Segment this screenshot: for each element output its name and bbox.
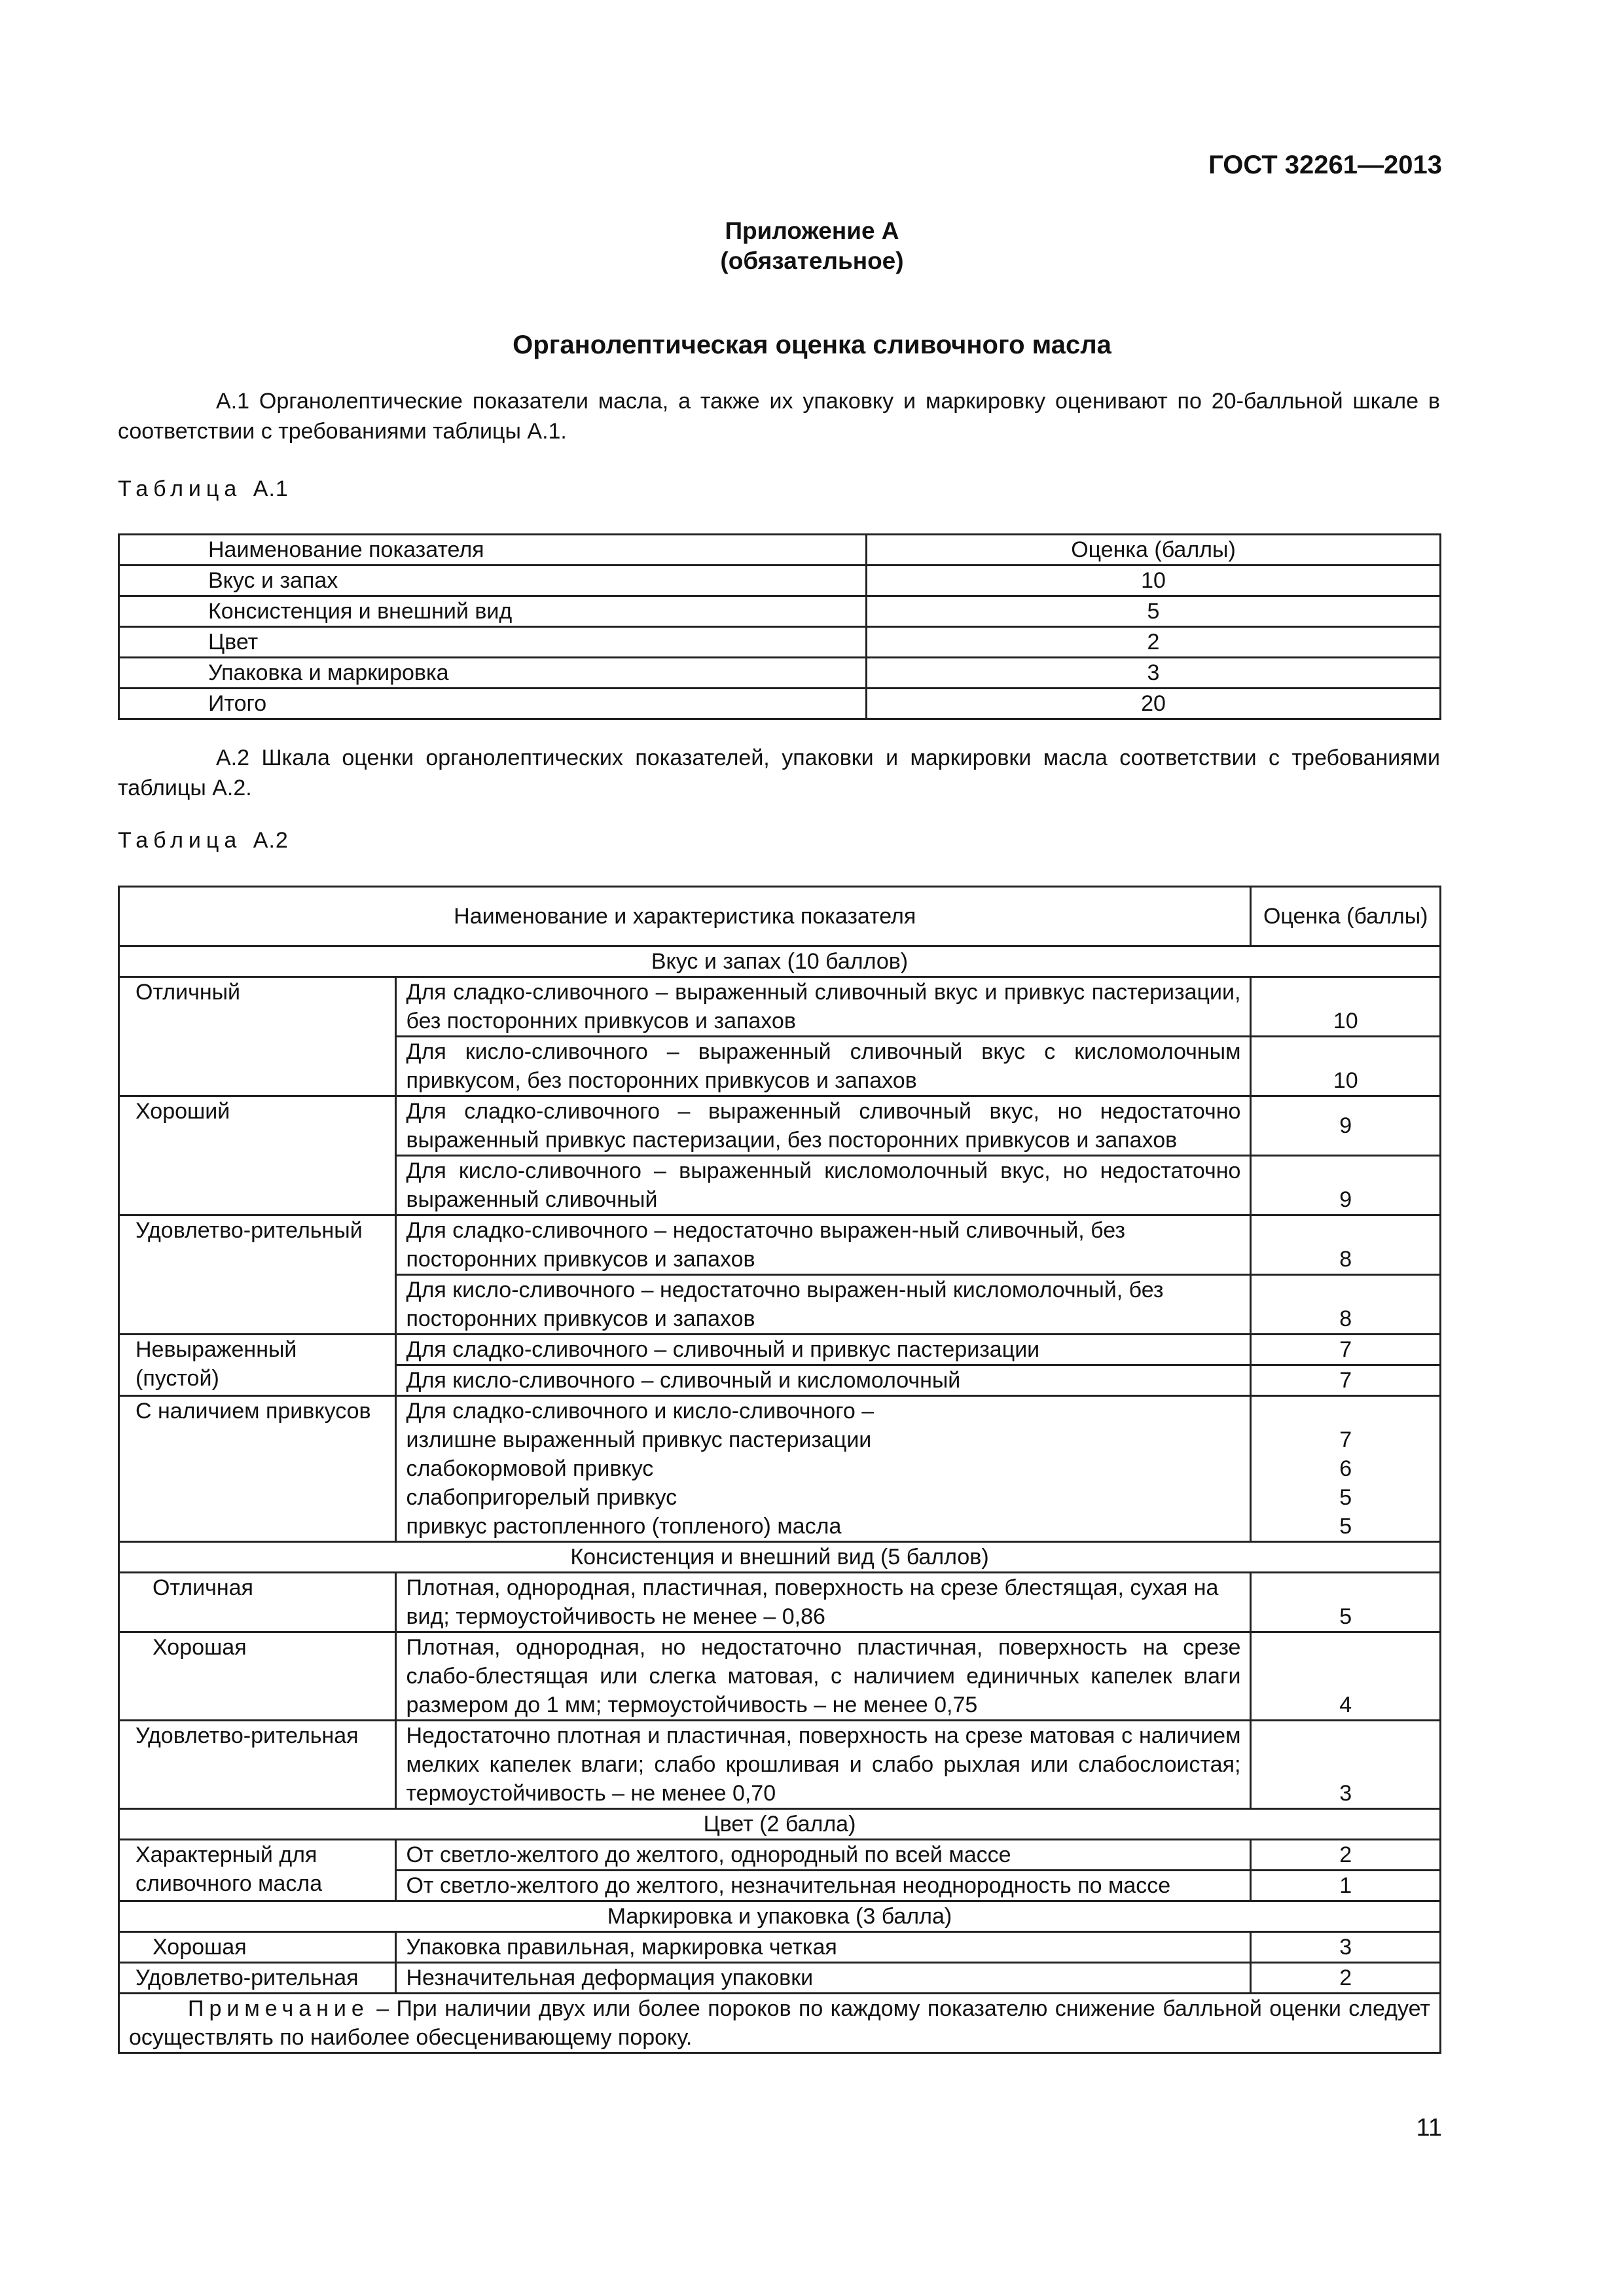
header-cell: Оценка (баллы) [867,535,1441,565]
table-row: Отличная Плотная, однородная, пластичная, поверхность на срезе блестящая, сухая на вид; термоустойчивость не менее – 0,86 5 [119,1573,1441,1632]
table-row: Удовлетво-рительная Недостаточно плотная и пластичная, поверхность на срезе матовая с наличием мелких капелек влаги; слабо крошливая и слабо рыхлая или слабослоистая; термоустойчивость – не менее 0,70 3 [119,1721,1441,1809]
table2-caption: Таблица А.2 [118,828,289,853]
page-title: Органолептическая оценка сливочного масла [513,331,1111,359]
section-row: Маркировка и упаковка (3 балла) [119,1901,1441,1932]
header-cell: Оценка (баллы) [1251,887,1441,946]
section-row: Цвет (2 балла) [119,1809,1441,1840]
table-row: Для кисло-сливочного – недостаточно выражен-ный кисломолочный, без посторонних привкусов и запахов 8 [119,1275,1441,1335]
table-row: Отличный Для сладко-сливочного – выраженный сливочный вкус и привкус пастеризации, без посторонних привкусов и запахов 10 [119,977,1441,1037]
table-row: Упаковка и маркировка 3 [119,658,1441,689]
section-row: Вкус и запах (10 баллов) [119,946,1441,977]
note-row [119,1994,1441,2053]
table-row: Хорошая Упаковка правильная, маркировка четкая 3 [119,1932,1441,1963]
section-row: Консистенция и внешний вид (5 баллов) [119,1542,1441,1573]
page-number: 11 [1416,2114,1442,2142]
table-row: Для кисло-сливочного – выраженный кисломолочный вкус, но недостаточно выраженный сливочный 9 [119,1156,1441,1215]
table-row: Итого 20 [119,689,1441,719]
table-row: С наличием привкусов Для сладко-сливочного и кисло-сливочного – излишне выраженный привкус пастеризации слабокормовой привкус слабопригорелый привкус привкус растопленного (топленого) масла 7 6 5 5 [119,1396,1441,1542]
table-row: Для кисло-сливочного – сливочный и кисломолочный 7 [119,1365,1441,1396]
table-row: Вкус и запах 10 [119,565,1441,596]
paragraph-a2: А.2 Шкала оценки органолептических показателей, упаковки и маркировки масла соответствии с требованиями таблицы А.2. [118,745,1440,800]
appendix-heading [0,216,1624,276]
table-row: Невыраженный (пустой) Для сладко-сливочного – сливочный и привкус пастеризации 7 [119,1335,1441,1365]
header-cell: Наименование и характеристика показателя [119,887,1251,946]
paragraph-a1: А.1 Органолептические показатели масла, а также их упаковку и маркировку оценивают по 20-балльной шкале в соответствии с требованиями таблицы А.1. [118,389,1440,444]
doc-code: ГОСТ 32261—2013 [1208,151,1442,179]
table1-caption: Таблица А.1 [118,476,289,501]
table-header-row [119,887,1441,946]
header-cell: Наименование показателя [119,535,867,565]
table-row: От светло-желтого до желтого, незначительная неоднородность по массе 1 [119,1871,1441,1901]
note-label: Примечание [188,1996,369,2021]
table-row: Консистенция и внешний вид 5 [119,596,1441,627]
appendix-status: (обязательное) [720,247,904,274]
table-a2 [118,886,1441,2054]
table-a1 [118,533,1441,720]
table-row: Хороший Для сладко-сливочного – выраженный сливочный вкус, но недостаточно выраженный привкус пастеризации, без посторонних привкусов и запахов 9 [119,1096,1441,1156]
table-row: Удовлетво-рительная Незначительная деформация упаковки 2 [119,1963,1441,1994]
note-text: – При наличии двух или более пороков по каждому показателю снижение балльной оценки следует осуществлять по наиболее обесценивающему пороку. [129,1996,1431,2050]
table-row: Цвет 2 [119,627,1441,658]
table-row: Для кисло-сливочного – выраженный сливочный вкус с кисломолочным привкусом, без посторонних привкусов и запахов 10 [119,1037,1441,1096]
appendix-label: Приложение А [725,217,899,244]
table-row: Характерный для сливочного масла От светло-желтого до желтого, однородный по всей массе 2 [119,1840,1441,1871]
table-row: Хорошая Плотная, однородная, но недостаточно пластичная, поверхность на срезе слабо-блестящая или слегка матовая, с наличием единичных капелек влаги размером до 1 мм; термоустойчивость – не менее 0,75 4 [119,1632,1441,1721]
table-header-row [119,535,1441,565]
table-row: Удовлетво-рительный Для сладко-сливочного – недостаточно выражен-ный сливочный, без посторонних привкусов и запахов 8 [119,1215,1441,1275]
